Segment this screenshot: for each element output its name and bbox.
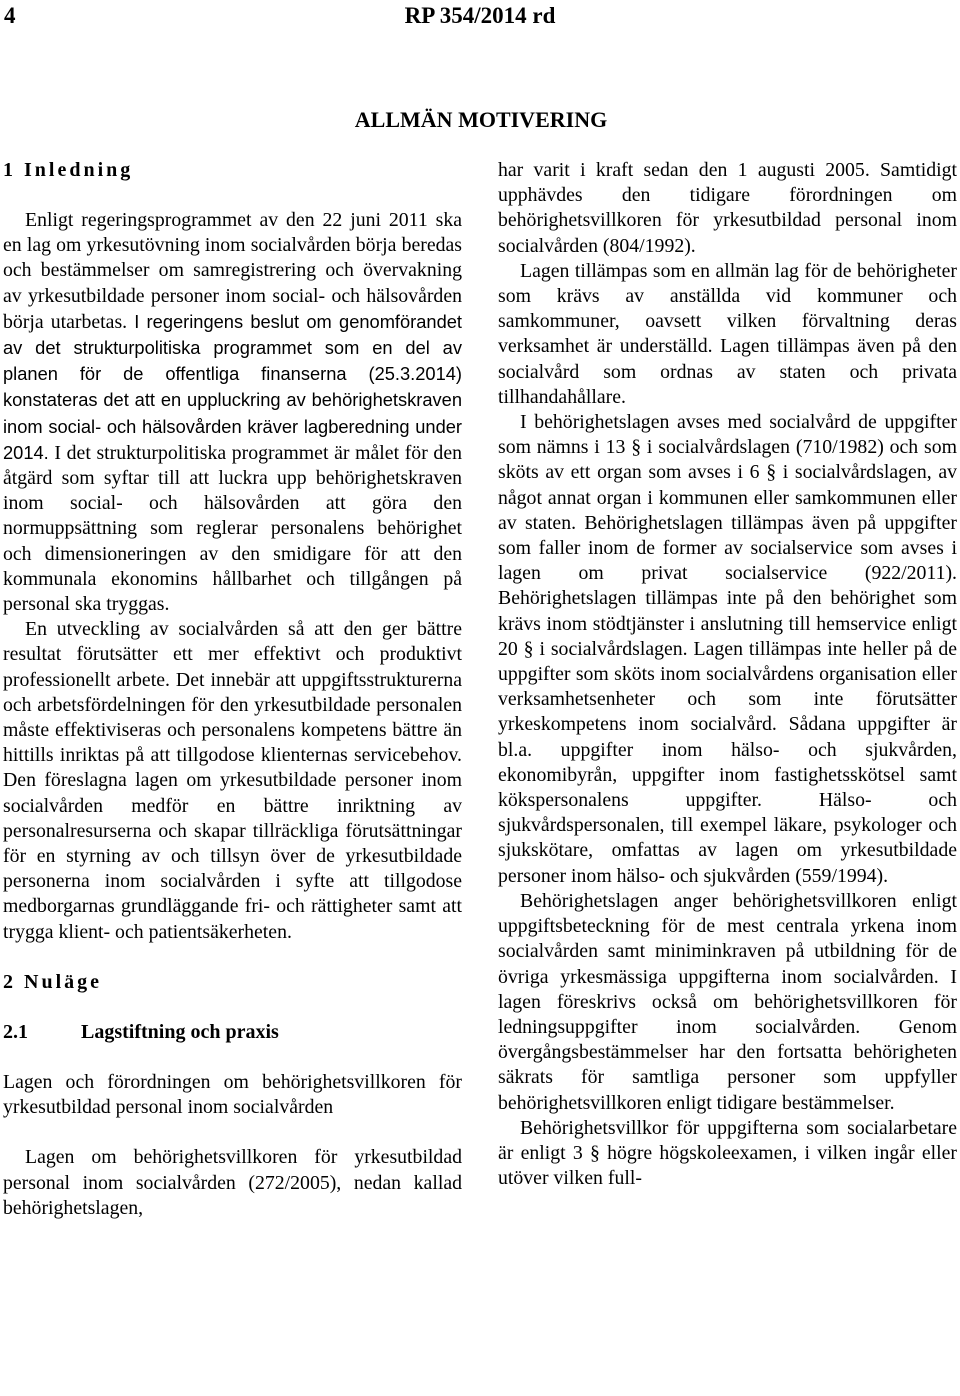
left-column — [3, 158, 462, 1221]
section-heading-2: 2 Nuläge — [3, 970, 102, 993]
paragraph — [3, 208, 462, 617]
paragraph-text-sans: I regeringens beslut om genomförandet av det strukturpolitiska programmet som en del av planen för de offentliga finanserna (25.3.2014) konstateras det att en uppluckring av behörighetskraven inom social- och hälsovården kräver lagberedning under 2014. — [3, 310, 463, 463]
main-heading-text: ALLMÄN MOTIVERING — [354, 107, 608, 132]
paragraph: Behörighetslagen anger behörighetsvillkoren enligt uppgiftsbeteckning för de mest centrala yrkena inom socialvården samt miniminkraven på utbildning för de övriga yrkesmässiga uppgifterna inom socialvården. I lagen föreskrivs också om behörighetsvillkoren för ledningsuppgifter inom socialvården. Genom övergångsbestämmelser har den fortsatta behörigheten säkrats för samtliga personer som uppfyller behörighetsvillkoren enligt tidigare bestämmelser. — [498, 889, 957, 1114]
paragraph: Lagen om behörighetsvillkoren för yrkesutbildad personal inom socialvården (272/2005), nedan kallad behörighetslagen, — [3, 1146, 462, 1219]
subsection-heading — [3, 1020, 462, 1045]
subsection-number: 2.1 — [3, 1020, 28, 1043]
document-id: RP 354/2014 rd — [404, 3, 556, 28]
subsection-title: Lagstiftning och praxis — [81, 1020, 279, 1043]
paragraph: I behörighetslagen avses med socialvård de uppgifter som nämns i 13 § i socialvårdslagen (710/1982) och som sköts av ett organ som avses i 6 § i socialvårdslagen, av något annat organ i kommunen eller samkommunen eller av staten. Behörighetslagen tillämpas även på uppgifter som faller inom de former av socialservice som avses i lagen om privat socialservice (922/2011). Behörighetslagen tillämpas inte på den behörighet som krävs inom stödtjänster i anslutning till hemservice enligt 20 § i socialvårdslagen. Lagen tillämpas inte heller på de uppgifter som sköts inom socialvårdens organisation eller verksamhetsenheter och som inte förutsätter yrkeskompetens inom socialvård. Sådana uppgifter är bl.a. uppgifter inom hälso- och sjukvården, ekonomibyrån, uppgifter inom fastighetsskötsel samt kökspersonalens uppgifter. Hälso- och sjukvårdspersonalen, till exempel läkare, psykologer och sjukskötare, omfattas av lagen om yrkesutbildade personer inom hälso- och sjukvården (559/1994). — [498, 411, 957, 887]
section-heading-1: 1 Inledning — [3, 159, 134, 181]
paragraph-text: Enligt regeringsprogrammet av den 22 juni 2011 ska en lag om yrkesutövning inom socialvården börja beredas och bestämmelser om samregistrering och övervakning av yrkesutbildade personer inom social- och hälsovården börja utarbetas. — [3, 209, 462, 333]
page-number: 4 — [4, 3, 16, 28]
right-column — [498, 158, 957, 1191]
paragraph: Behörighetsvillkor för uppgifterna som socialarbetare är enligt 3 § högre högskoleexamen, i vilken ingår eller utöver vilken full- — [498, 1116, 957, 1190]
paragraph: Lagen tillämpas som en allmän lag för de behörigheter som krävs av anställda vid kommuner och samkommuner, oavsett vilken förvaltning deras verksamhet är underställd. Lagen tillämpas även på den socialvård som ordnas av staten och privata tillhandahållare. — [498, 259, 957, 408]
main-heading — [0, 106, 960, 134]
subheading-plain: Lagen och förordningen om behörighetsvillkoren för yrkesutbildad personal inom socialvården — [3, 1070, 462, 1119]
paragraph: har varit i kraft sedan den 1 augusti 2005. Samtidigt upphävdes den tidigare förordningen om behörighetsvillkoren för yrkesutbildad personal inom socialvården (804/1992). — [498, 159, 957, 257]
paragraph: En utveckling av socialvården så att den ger bättre resultat förutsätter ett mer effektivt och produktivt professionellt arbete. Det innebär att uppgiftsstrukturerna och arbetsfördelningen för den yrkesutbildade personalen måste effektiviseras och personalens kompetens bättre än hittills inriktas på att tillgodose klienternas servicebehov. Den föreslagna lagen om yrkesutbildade personer inom socialvården medför en bättre inriktning av personalresurserna och skapar tillräckliga förutsättningar för en styrning av och tillsyn över de yrkesutbildade personerna inom socialvården i syfte att tillgodose medborgarnas grundläggande fri- och rättigheter samt att trygga klient- och patientsäkerheten. — [3, 618, 462, 943]
paragraph-text: I det strukturpolitiska programmet är målet för den åtgärd som syftar till att luckra upp behörighetskraven inom social- och hälsovården att göra den normuppsättning som reglerar personalens behörighet och dimensioneringen av den smidigare för att den kommunala ekonomins hållbarhet och tillgången på personal ska tryggas. — [3, 441, 462, 616]
